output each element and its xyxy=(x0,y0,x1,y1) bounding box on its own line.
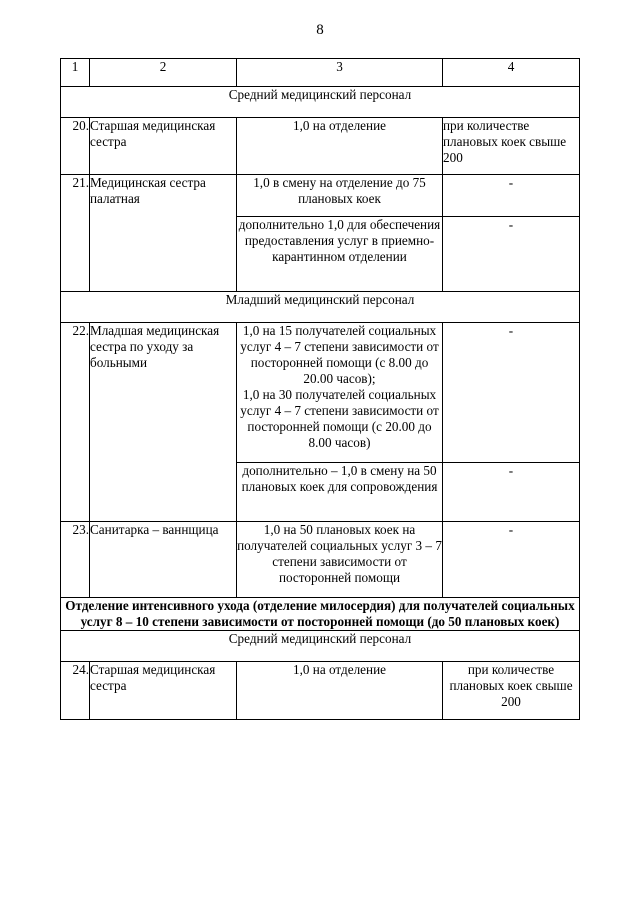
header-col-3: 3 xyxy=(237,59,443,87)
note: - xyxy=(443,463,580,522)
row-number: 20. xyxy=(61,118,90,175)
note: - xyxy=(443,217,580,292)
header-col-4: 4 xyxy=(443,59,580,87)
table-row xyxy=(61,522,580,598)
page-number: 8 xyxy=(316,22,324,38)
header-col-1: 1 xyxy=(61,59,90,87)
position-name: Старшая медицинская сестра xyxy=(90,118,237,175)
note: - xyxy=(443,522,580,598)
section-title: Младший медицинский персонал xyxy=(61,292,580,323)
section-row xyxy=(61,87,580,118)
row-number: 24. xyxy=(61,662,90,720)
staff-norm-day: 1,0 на 15 получателей социальных услуг 4 – 7 степени зависимости от посторонней помощи (с 8.00 до 20.00 часов); xyxy=(240,323,439,386)
note: - xyxy=(443,323,580,463)
staff-norm: 1,0 на отделение xyxy=(237,118,443,175)
note: при количестве плановых коек свыше 200 xyxy=(443,118,580,175)
position-name: Старшая медицинская сестра xyxy=(90,662,237,720)
note: при количестве плановых коек свыше 200 xyxy=(443,662,580,720)
section-row xyxy=(61,598,580,631)
staff-norm: 1,0 на отделение xyxy=(237,662,443,720)
staff-norm: 1,0 в смену на отделение до 75 плановых коек xyxy=(237,175,443,217)
staff-norm: дополнительно – 1,0 в смену на 50 плановых коек для сопровождения xyxy=(237,463,443,522)
row-number: 21. xyxy=(61,175,90,292)
row-number: 22. xyxy=(61,323,90,522)
table-row xyxy=(61,323,580,463)
staffing-table xyxy=(60,58,580,720)
position-name: Младшая медицинская сестра по уходу за больными xyxy=(90,323,237,522)
department-title: Отделение интенсивного ухода (отделение милосердия) для получателей социальных услуг 8 – 10 степени зависимости от посторонней помощи (до 50 плановых коек) xyxy=(61,598,580,631)
header-row xyxy=(61,59,580,87)
section-title: Средний медицинский персонал xyxy=(61,87,580,118)
staff-norm-night: 1,0 на 30 получателей социальных услуг 4 – 7 степени зависимости от посторонней помощи (с 20.00 до 8.00 часов) xyxy=(240,387,439,450)
header-col-2: 2 xyxy=(90,59,237,87)
table-row xyxy=(61,118,580,175)
table-row xyxy=(61,662,580,720)
staff-norm: 1,0 на 50 плановых коек на получателей социальных услуг 3 – 7 степени зависимости от посторонней помощи xyxy=(237,522,443,598)
staff-norm: дополнительно 1,0 для обеспечения предоставления услуг в приемно-карантинном отделении xyxy=(237,217,443,292)
note: - xyxy=(443,175,580,217)
section-title: Средний медицинский персонал xyxy=(61,631,580,662)
section-row xyxy=(61,631,580,662)
staff-norm xyxy=(237,323,443,463)
row-number: 23. xyxy=(61,522,90,598)
position-name: Санитарка – ваннщица xyxy=(90,522,237,598)
position-name: Медицинская сестра палатная xyxy=(90,175,237,292)
table-row xyxy=(61,175,580,217)
section-row xyxy=(61,292,580,323)
